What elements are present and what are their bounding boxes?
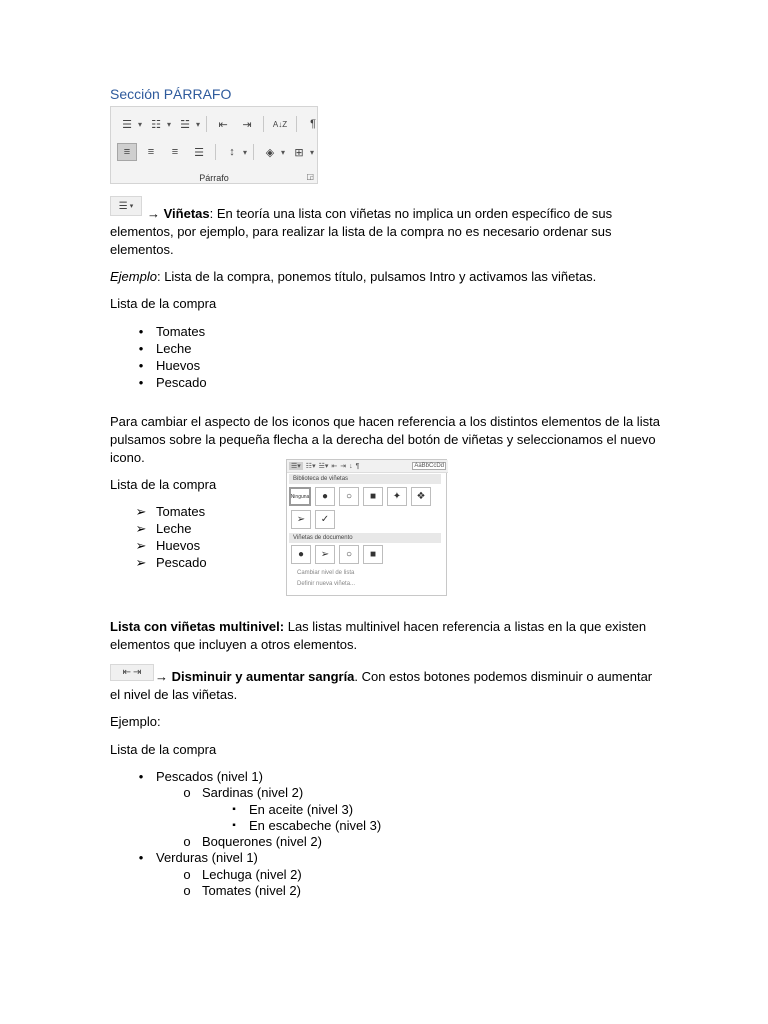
multilevel-list-icon[interactable]: ☱▾ [318, 463, 329, 470]
ejemplo-text: : Lista de la compra, ponemos título, pulsamos Intro y activamos las viñetas. [156, 269, 597, 284]
bullet-icon: ➢ [135, 521, 147, 536]
justify-icon[interactable]: ☰ [194, 146, 204, 159]
vinetas-term: Viñetas [163, 206, 210, 221]
increase-indent-icon[interactable]: ⇥ [340, 463, 347, 470]
bullet-option[interactable]: ● [291, 545, 311, 564]
chevron-down-icon[interactable]: ▾ [138, 119, 143, 129]
bullet-icon: • [138, 850, 144, 866]
list-item-text: Pescado [156, 375, 207, 390]
vinetas-paragraph: → Viñetas: En teoría una lista con viñetas no implica un orden específico de sus elementos, por ejemplo, para realizar la lista de la compra no es necesario ordenar sus elementos. [110, 206, 613, 257]
list-item-text: En escabeche (nivel 3) [249, 817, 382, 833]
list-item-text: Tomates [156, 504, 206, 519]
bullet-icon: ➢ [135, 555, 147, 570]
bullet-list [138, 323, 356, 391]
arrow-bullet-list [135, 503, 276, 571]
borders-icon[interactable]: ⊞ [294, 146, 304, 159]
separator [206, 116, 207, 132]
list-item [183, 834, 500, 850]
separator [215, 144, 216, 160]
numbering-icon[interactable]: ☷ [151, 118, 161, 131]
bullet-icon: • [138, 769, 144, 784]
list-item [135, 520, 276, 537]
ejemplo-paragraph [110, 268, 660, 286]
arrow: → [155, 669, 168, 684]
list-item [138, 323, 356, 340]
increase-indent-icon[interactable]: ⇥ [242, 118, 252, 131]
style-preview[interactable]: AaBbCcDd [414, 463, 444, 469]
bullet-icon: o [183, 834, 191, 850]
document-header: Viñetas de documento [289, 533, 441, 543]
bullet-option[interactable]: ➢ [315, 545, 335, 564]
sangria-text: . Con estos botones podemos disminuir o aumentar el nivel de las viñetas. [110, 669, 653, 702]
list-item-text: Leche [156, 521, 192, 536]
bullet-library-popup [286, 459, 447, 596]
ejemplo-label: Ejemplo: [110, 714, 161, 729]
bullet-option[interactable]: ❖ [411, 487, 431, 506]
pilcrow-icon[interactable]: ¶ [355, 462, 360, 470]
define-new-bullet-link[interactable]: Definir nueva viñeta... [297, 581, 356, 587]
list-item [138, 769, 500, 785]
list-item-text: Boquerones (nivel 2) [202, 834, 322, 850]
bullet-icon: ▪ [232, 819, 236, 831]
chevron-down-icon[interactable]: ▾ [196, 119, 201, 129]
paragraph-ribbon-group [110, 106, 318, 184]
pilcrow-icon[interactable]: ¶ [310, 118, 316, 130]
bullet-none-option[interactable]: Ninguna [289, 487, 311, 506]
list-item [232, 817, 500, 834]
list-item [138, 374, 356, 391]
list-title: Lista de la compra [110, 296, 217, 311]
decrease-indent-icon[interactable]: ⇤ [218, 118, 228, 131]
bullets-icon: ☰ [118, 200, 128, 212]
list-item-text: Sardinas (nivel 2) [202, 785, 304, 801]
list-item [138, 340, 356, 357]
bullet-icon: • [138, 324, 144, 339]
list-item [135, 537, 276, 554]
bullet-icon: • [138, 358, 144, 373]
ribbon-group-label: Párrafo [199, 173, 229, 183]
sort-icon[interactable]: ↓ [349, 462, 353, 470]
list-item-text: Huevos [156, 538, 201, 553]
chevron-down-icon: ▾ [129, 203, 134, 210]
list-item-text: En aceite (nivel 3) [249, 801, 354, 817]
align-right-icon[interactable]: ≡ [171, 146, 179, 158]
list-item-text: Huevos [156, 358, 201, 373]
separator [296, 116, 297, 132]
decrease-indent-icon[interactable]: ⇤ [331, 463, 338, 470]
bullet-icon: ➢ [135, 538, 147, 553]
change-list-level-link[interactable]: Cambiar nivel de lista [297, 570, 355, 576]
multinivel-text: Las listas multinivel hacen referencia a listas en la que existen elementos que incluyen a otros elementos. [110, 619, 647, 652]
arrow: → [147, 206, 160, 221]
multinivel-paragraph [110, 618, 660, 654]
bullet-option[interactable]: ● [315, 487, 335, 506]
bullet-icon: • [138, 341, 144, 356]
bullet-icon: o [183, 866, 191, 882]
bullet-icon: ➢ [135, 504, 147, 519]
bullet-option[interactable]: ■ [363, 545, 383, 564]
popup-toolbar [287, 460, 448, 473]
chevron-down-icon[interactable]: ▾ [310, 147, 315, 157]
ejemplo-term: Ejemplo [110, 269, 157, 284]
align-left-icon[interactable]: ≡ [117, 143, 137, 161]
list-item-text: Pescado [156, 555, 207, 570]
bullet-icon: • [138, 375, 144, 390]
numbering-icon[interactable]: ☷▾ [305, 463, 316, 470]
list-item-text: Tomates (nivel 2) [202, 883, 301, 899]
line-spacing-icon[interactable]: ↕ [229, 146, 235, 158]
bullet-option[interactable]: ✓ [315, 510, 335, 529]
chevron-down-icon[interactable]: ▾ [281, 147, 286, 157]
multinivel-term: Lista con viñetas multinivel: [110, 619, 285, 634]
multilevel-list-icon[interactable]: ☱ [180, 118, 190, 131]
list-item [135, 503, 276, 520]
list-item-text: Leche [156, 341, 192, 356]
chevron-down-icon[interactable]: ▾ [243, 147, 248, 157]
list-item-text: Verduras (nivel 1) [156, 850, 258, 866]
list-item-text: Lechuga (nivel 2) [202, 866, 302, 882]
shading-icon[interactable]: ◈ [265, 146, 275, 159]
list-item [138, 357, 356, 374]
sangria-paragraph [110, 668, 660, 704]
separator [253, 144, 254, 160]
separator [263, 116, 264, 132]
bullet-option[interactable]: ○ [339, 545, 359, 564]
bullet-icon: o [183, 785, 191, 801]
bullets-icon[interactable]: ☰▾ [291, 463, 301, 470]
sangria-term: Disminuir y aumentar sangría [171, 669, 355, 684]
bullets-icon[interactable]: ☰ [122, 118, 132, 131]
list-title: Lista de la compra [110, 742, 217, 757]
bullet-option[interactable]: ○ [339, 487, 359, 506]
library-header: Biblioteca de viñetas [289, 474, 441, 484]
list-item-text: Tomates [156, 324, 206, 339]
list-item [183, 883, 500, 899]
decrease-indent-icon: ⇤ [122, 667, 131, 678]
sort-icon[interactable]: A↓Z [272, 119, 288, 129]
align-center-icon[interactable]: ≡ [147, 146, 155, 158]
list-item [183, 785, 500, 801]
list-item [135, 554, 276, 571]
list-item [183, 866, 500, 883]
list-title: Lista de la compra [110, 477, 217, 492]
chevron-down-icon[interactable]: ▾ [167, 119, 172, 129]
bullet-option[interactable]: ➢ [291, 510, 311, 529]
dialog-launcher-icon[interactable]: ◲ [306, 172, 314, 181]
bullet-option[interactable]: ✦ [387, 487, 407, 506]
increase-indent-icon: ⇥ [133, 667, 142, 678]
list-item [232, 801, 500, 818]
bullet-option[interactable]: ■ [363, 487, 383, 506]
list-item [138, 850, 500, 866]
multilevel-list [0, 769, 500, 899]
cambio-text: Para cambiar el aspecto de los iconos que hacen referencia a los distintos elementos de la lista pulsamos sobre la pequeña flecha a la derecha del botón de viñetas y seleccionamos el nuevo icono. [110, 414, 660, 465]
section-title: Sección PÁRRAFO [110, 86, 232, 102]
bullet-icon: o [183, 883, 191, 899]
list-item-text: Pescados (nivel 1) [156, 769, 263, 784]
bullet-icon: ▪ [232, 803, 236, 815]
vinetas-text: En teoría una lista con viñetas no implica un orden específico de sus elementos, por ejemplo, para realizar la lista de la compra no es necesario ordenar sus elementos. [110, 206, 613, 257]
